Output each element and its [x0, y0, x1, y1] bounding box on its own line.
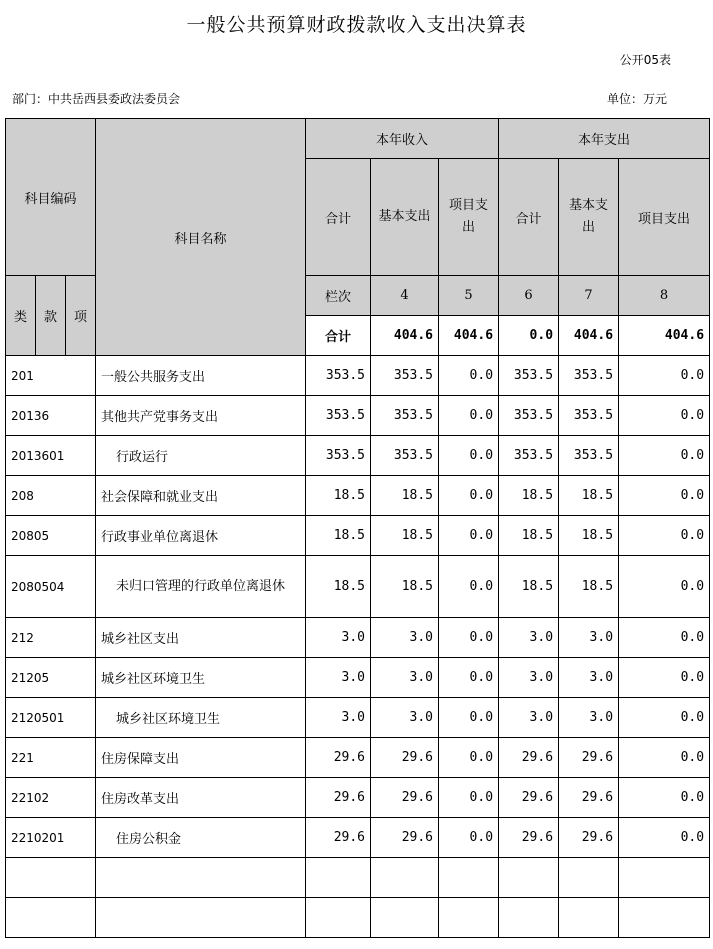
row-name: 一般公共服务支出 — [96, 356, 306, 396]
row-code: 2120501 — [6, 698, 96, 738]
header-income-group: 本年收入 — [306, 119, 499, 159]
totals-value: 0.0 — [499, 316, 559, 356]
row-value: 0.0 — [619, 356, 710, 396]
table-row — [6, 698, 710, 738]
row-value: 353.5 — [499, 436, 559, 476]
row-name: 未归口管理的行政单位离退休 — [96, 556, 306, 618]
row-value: 29.6 — [559, 738, 619, 778]
row-value: 353.5 — [306, 396, 371, 436]
row-code: 2013601 — [6, 436, 96, 476]
row-value: 29.6 — [371, 778, 439, 818]
column-number-6: 6 — [499, 276, 559, 316]
empty-row — [6, 898, 710, 938]
row-value: 18.5 — [371, 516, 439, 556]
row-value: 18.5 — [559, 476, 619, 516]
row-value: 0.0 — [439, 356, 499, 396]
row-name: 住房公积金 — [96, 818, 306, 858]
row-value: 3.0 — [559, 698, 619, 738]
row-value: 18.5 — [499, 556, 559, 618]
row-value: 0.0 — [439, 476, 499, 516]
header-expense-project: 项目支出 — [619, 159, 710, 276]
row-value: 0.0 — [619, 516, 710, 556]
row-value: 3.0 — [371, 618, 439, 658]
column-number-5: 5 — [439, 276, 499, 316]
row-value: 0.0 — [439, 658, 499, 698]
row-value: 353.5 — [559, 436, 619, 476]
totals-value: 404.6 — [559, 316, 619, 356]
row-value: 353.5 — [499, 356, 559, 396]
row-name: 城乡社区环境卫生 — [96, 658, 306, 698]
row-value: 0.0 — [619, 778, 710, 818]
empty-cell — [499, 858, 559, 898]
row-value: 3.0 — [371, 658, 439, 698]
empty-cell — [371, 898, 439, 938]
row-value: 18.5 — [499, 476, 559, 516]
row-value: 18.5 — [499, 516, 559, 556]
row-value: 0.0 — [619, 476, 710, 516]
unit-label: 单位：万元 — [606, 92, 667, 106]
header-kuan: 款 — [36, 276, 66, 356]
row-value: 0.0 — [439, 516, 499, 556]
row-value: 0.0 — [619, 396, 710, 436]
row-code: 2210201 — [6, 818, 96, 858]
empty-cell — [306, 898, 371, 938]
row-code: 208 — [6, 476, 96, 516]
row-value: 0.0 — [439, 436, 499, 476]
report-title: 一般公共预算财政拨款收入支出决算表 — [186, 14, 527, 36]
form-number: 公开05表 — [619, 53, 671, 67]
row-value: 353.5 — [371, 436, 439, 476]
totals-value: 404.6 — [439, 316, 499, 356]
empty-cell — [371, 858, 439, 898]
table-row — [6, 556, 710, 618]
header-name: 科目名称 — [96, 119, 306, 356]
row-code: 20805 — [6, 516, 96, 556]
row-value: 29.6 — [559, 818, 619, 858]
row-value: 3.0 — [499, 618, 559, 658]
row-value: 29.6 — [371, 818, 439, 858]
header-lei: 类 — [6, 276, 36, 356]
totals-value: 404.6 — [619, 316, 710, 356]
column-number-8: 8 — [619, 276, 710, 316]
row-value: 3.0 — [306, 618, 371, 658]
empty-cell — [439, 898, 499, 938]
row-code: 2080504 — [6, 556, 96, 618]
row-code: 20136 — [6, 396, 96, 436]
column-number-4: 4 — [371, 276, 439, 316]
row-value: 3.0 — [499, 698, 559, 738]
row-value: 0.0 — [619, 698, 710, 738]
header-expense-total: 合计 — [499, 159, 559, 276]
header-expense-group: 本年支出 — [499, 119, 710, 159]
row-value: 29.6 — [499, 818, 559, 858]
row-value: 3.0 — [306, 658, 371, 698]
table-row — [6, 738, 710, 778]
row-value: 0.0 — [619, 618, 710, 658]
totals-label: 合计 — [306, 316, 371, 356]
row-name: 行政运行 — [96, 436, 306, 476]
row-value: 18.5 — [371, 476, 439, 516]
row-value: 0.0 — [619, 818, 710, 858]
row-value: 353.5 — [559, 396, 619, 436]
empty-cell — [559, 858, 619, 898]
row-name: 城乡社区支出 — [96, 618, 306, 658]
row-name: 其他共产党事务支出 — [96, 396, 306, 436]
row-value: 18.5 — [306, 516, 371, 556]
row-value: 353.5 — [499, 396, 559, 436]
row-value: 353.5 — [559, 356, 619, 396]
empty-cell — [439, 858, 499, 898]
row-value: 0.0 — [439, 818, 499, 858]
row-value: 18.5 — [306, 476, 371, 516]
row-value: 18.5 — [559, 556, 619, 618]
row-code: 221 — [6, 738, 96, 778]
row-code: 212 — [6, 618, 96, 658]
empty-cell — [96, 858, 306, 898]
empty-cell — [499, 898, 559, 938]
row-value: 3.0 — [559, 658, 619, 698]
empty-cell — [6, 858, 96, 898]
table-row — [6, 778, 710, 818]
header-income-total: 合计 — [306, 159, 371, 276]
row-value: 353.5 — [306, 356, 371, 396]
row-value: 0.0 — [619, 436, 710, 476]
row-value: 353.5 — [371, 396, 439, 436]
row-value: 0.0 — [439, 618, 499, 658]
row-value: 29.6 — [306, 738, 371, 778]
row-value: 0.0 — [619, 658, 710, 698]
table-row — [6, 396, 710, 436]
row-value: 18.5 — [559, 516, 619, 556]
header-code: 科目编码 — [6, 119, 96, 276]
table-row — [6, 356, 710, 396]
row-value: 29.6 — [371, 738, 439, 778]
row-value: 29.6 — [559, 778, 619, 818]
row-value: 0.0 — [439, 778, 499, 818]
table-row — [6, 658, 710, 698]
row-value: 0.0 — [619, 556, 710, 618]
empty-cell — [619, 898, 710, 938]
row-name: 行政事业单位离退休 — [96, 516, 306, 556]
totals-value: 404.6 — [371, 316, 439, 356]
row-code: 21205 — [6, 658, 96, 698]
row-value: 353.5 — [306, 436, 371, 476]
column-number-7: 7 — [559, 276, 619, 316]
row-name: 住房改革支出 — [96, 778, 306, 818]
row-value: 3.0 — [559, 618, 619, 658]
header-expense-basic: 基本支出 — [559, 159, 619, 276]
row-value: 0.0 — [439, 396, 499, 436]
row-value: 3.0 — [306, 698, 371, 738]
empty-cell — [96, 898, 306, 938]
row-value: 29.6 — [499, 778, 559, 818]
empty-row — [6, 858, 710, 898]
empty-cell — [559, 898, 619, 938]
row-name: 住房保障支出 — [96, 738, 306, 778]
table-row — [6, 436, 710, 476]
table-row — [6, 618, 710, 658]
row-value: 3.0 — [499, 658, 559, 698]
row-value: 18.5 — [306, 556, 371, 618]
row-value: 0.0 — [619, 738, 710, 778]
row-name: 城乡社区环境卫生 — [96, 698, 306, 738]
empty-cell — [306, 858, 371, 898]
row-value: 0.0 — [439, 698, 499, 738]
row-code: 22102 — [6, 778, 96, 818]
table-row — [6, 516, 710, 556]
table-row — [6, 818, 710, 858]
table-row — [6, 476, 710, 516]
row-value: 0.0 — [439, 556, 499, 618]
header-income-basic: 基本支出 — [371, 159, 439, 276]
budget-table — [5, 118, 710, 938]
row-value: 29.6 — [499, 738, 559, 778]
header-lanci-label: 栏次 — [306, 276, 371, 316]
row-value: 29.6 — [306, 778, 371, 818]
header-income-project: 项目支出 — [439, 159, 499, 276]
row-value: 29.6 — [306, 818, 371, 858]
row-value: 3.0 — [371, 698, 439, 738]
row-value: 18.5 — [371, 556, 439, 618]
row-name: 社会保障和就业支出 — [96, 476, 306, 516]
row-value: 353.5 — [371, 356, 439, 396]
empty-cell — [6, 898, 96, 938]
department-label: 部门：中共岳西县委政法委员会 — [12, 92, 181, 106]
header-xiang: 项 — [66, 276, 96, 356]
row-code: 201 — [6, 356, 96, 396]
empty-cell — [619, 858, 710, 898]
row-value: 0.0 — [439, 738, 499, 778]
